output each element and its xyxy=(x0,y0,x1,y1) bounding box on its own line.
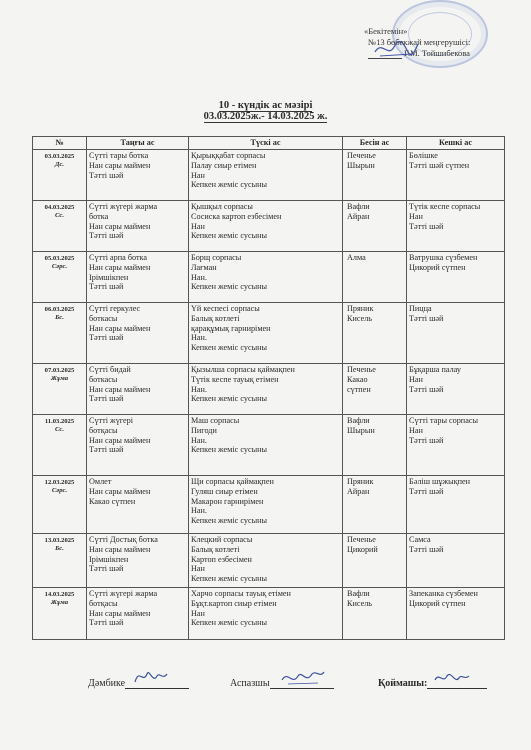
snack-item: Печенье xyxy=(347,365,376,374)
lunch-item: Нан. xyxy=(191,435,207,445)
menu-table xyxy=(32,136,505,640)
snack-item: Кисель xyxy=(347,313,373,323)
lunch-item: Пигоди xyxy=(191,425,217,435)
date-cell xyxy=(33,534,87,588)
date-value: 14.03.2025 xyxy=(44,591,75,598)
lunch-cell xyxy=(189,150,343,201)
breakfast-item: боткасы xyxy=(89,374,118,384)
breakfast-cell xyxy=(87,201,189,252)
header-snack: Бесін ас xyxy=(343,137,407,150)
breakfast-item: Сүтті бидай xyxy=(89,365,131,374)
breakfast-item: Нан сары маймен xyxy=(89,221,151,231)
weekday-value: Дс. xyxy=(54,161,65,168)
lunch-item: Харчо сорпасы тауық етімен xyxy=(191,589,291,598)
breakfast-item: Тәтті шәй xyxy=(89,618,124,628)
weekday-value: Жұма xyxy=(50,375,69,382)
lunch-item: Бұқт.картоп сиыр етімен xyxy=(191,598,277,608)
lunch-item: Кепкен жеміс сусыны xyxy=(191,394,267,404)
snack-cell xyxy=(343,303,407,364)
snack-item: Шырын xyxy=(347,160,375,170)
table-row xyxy=(33,150,505,201)
signatures-footer xyxy=(0,664,531,694)
breakfast-item: Сүтті тары ботка xyxy=(89,151,149,160)
lunch-item: Кепкен жеміс сусыны xyxy=(191,282,267,292)
lunch-cell xyxy=(189,201,343,252)
snack-cell xyxy=(343,476,407,534)
storekeeper-signature xyxy=(431,668,471,688)
dinner-item: Тәтті шәй xyxy=(409,313,444,323)
date-cell xyxy=(33,476,87,534)
chef-signature xyxy=(278,666,326,688)
dinner-cell xyxy=(407,415,505,476)
breakfast-item: Омлет xyxy=(89,477,112,486)
breakfast-cell xyxy=(87,252,189,303)
lunch-item: Кепкен жеміс сусыны xyxy=(191,180,267,190)
breakfast-item: ботқасы xyxy=(89,425,118,435)
lunch-item: Нан. xyxy=(191,506,207,516)
breakfast-item: ботқасы xyxy=(89,598,118,608)
lunch-item: Борщ сорпасы xyxy=(191,253,242,262)
lunch-item: Щи сорпасы қаймақпен xyxy=(191,477,274,486)
snack-item: Вафли xyxy=(347,416,370,425)
storekeeper-signature-line xyxy=(427,676,487,689)
table-row xyxy=(33,534,505,588)
chef-signature-line xyxy=(270,676,334,689)
breakfast-item: Сүтті жүгері жарма xyxy=(89,589,158,598)
weekday-value: Сс. xyxy=(54,426,65,433)
snack-item: Пряник xyxy=(347,304,374,313)
date-value: 13.03.2025 xyxy=(44,537,75,544)
approval-name: Г.М. Тойшибекова xyxy=(404,48,470,58)
dinner-item: Бәліш шұжықпен xyxy=(409,477,470,486)
lunch-item: Нан. xyxy=(191,333,207,343)
breakfast-item: Сүтті арпа ботка xyxy=(89,253,148,262)
date-value: 06.03.2025 xyxy=(44,306,75,313)
dinner-item: Тәтті шәй xyxy=(409,486,444,496)
lunch-item: Қырыққабат сорпасы xyxy=(191,151,266,160)
breakfast-item: Нан сары маймен xyxy=(89,384,151,394)
lunch-item: Кепкен жеміс сусыны xyxy=(191,343,267,353)
table-row xyxy=(33,303,505,364)
lunch-cell xyxy=(189,303,343,364)
dinner-item: Бөлішке xyxy=(409,151,438,160)
lunch-item: Клецкий сорпасы xyxy=(191,535,253,544)
date-value: 05.03.2025 xyxy=(44,255,75,262)
director-signature xyxy=(372,38,420,60)
breakfast-cell xyxy=(87,534,189,588)
date-cell xyxy=(33,364,87,415)
dinner-cell xyxy=(407,150,505,201)
dinner-item: Бұқарша палау xyxy=(409,365,461,374)
weekday-value: Сс. xyxy=(54,212,65,219)
dinner-cell xyxy=(407,364,505,415)
dinner-cell xyxy=(407,588,505,640)
snack-cell xyxy=(343,588,407,640)
snack-cell xyxy=(343,252,407,303)
table-row xyxy=(33,201,505,252)
breakfast-cell xyxy=(87,476,189,534)
lunch-item: Лағман xyxy=(191,262,217,272)
table-row xyxy=(33,476,505,534)
breakfast-cell xyxy=(87,588,189,640)
lunch-item: Нан xyxy=(191,608,205,618)
breakfast-item: Ірімшікпен xyxy=(89,272,129,282)
breakfast-item: Сүтті жүгері жарма xyxy=(89,202,158,211)
lunch-item: Қызылша сорпасы қаймақпен xyxy=(191,365,295,374)
snack-cell xyxy=(343,364,407,415)
snack-item: Шырын xyxy=(347,425,375,435)
lunch-item: Балық котлеті xyxy=(191,313,240,323)
date-cell xyxy=(33,201,87,252)
lunch-item: Сосиска картоп езбесімен xyxy=(191,211,282,221)
lunch-item: Үй кеспесі сорпасы xyxy=(191,304,260,313)
breakfast-item: боткасы xyxy=(89,313,118,323)
breakfast-item: Нан сары маймен xyxy=(89,435,151,445)
breakfast-cell xyxy=(87,150,189,201)
breakfast-item: Нан сары маймен xyxy=(89,160,151,170)
menu-title-text: 10 - күндік ас мәзірі xyxy=(218,100,313,111)
breakfast-item: Сүтті Достық ботка xyxy=(89,535,158,544)
dinner-item: Тәтті шәй xyxy=(409,435,444,445)
snack-item: Вафли xyxy=(347,589,370,598)
lunch-item: Кепкен жеміс сусыны xyxy=(191,618,267,628)
header-number: № xyxy=(33,137,87,150)
header-breakfast: Таңғы ас xyxy=(87,137,189,150)
cook-signature-field xyxy=(88,676,189,689)
menu-period-text: 03.03.2025ж.- 14.03.2025 ж. xyxy=(203,111,328,122)
lunch-item: Гуляш сиыр етімен xyxy=(191,486,258,496)
dinner-cell xyxy=(407,476,505,534)
chef-signature-field xyxy=(230,676,334,689)
weekday-value: Бс. xyxy=(55,314,64,321)
dinner-item: Тәтті шәй xyxy=(409,384,444,394)
dinner-item: Нан xyxy=(409,425,423,435)
lunch-item: Маш сорпасы xyxy=(191,416,240,425)
breakfast-cell xyxy=(87,303,189,364)
snack-item: Печенье xyxy=(347,151,376,160)
dinner-cell xyxy=(407,252,505,303)
dinner-item: Цикорий сүтпен xyxy=(409,262,466,272)
cook-signature-line xyxy=(125,676,189,689)
lunch-item: Нан. xyxy=(191,272,207,282)
date-cell xyxy=(33,415,87,476)
storekeeper-label: Қоймашы: xyxy=(378,678,428,689)
lunch-cell xyxy=(189,364,343,415)
breakfast-item: Нан сары маймен xyxy=(89,544,151,554)
breakfast-item: Сүтті жүгері xyxy=(89,416,134,425)
breakfast-item: Нан сары маймен xyxy=(89,323,151,333)
breakfast-item: Сүтті геркулес xyxy=(89,304,141,313)
lunch-item: Қышқыл сорпасы xyxy=(191,202,253,211)
snack-item: сүтпен xyxy=(347,384,371,394)
dinner-item: Ватрушка сүзбемен xyxy=(409,253,478,262)
date-value: 03.03.2025 xyxy=(44,153,75,160)
date-value: 12.03.2025 xyxy=(44,479,75,486)
breakfast-item: Нан сары маймен xyxy=(89,262,151,272)
dinner-cell xyxy=(407,534,505,588)
lunch-item: Нан xyxy=(191,564,205,574)
header-lunch: Түскі ас xyxy=(189,137,343,150)
dinner-item: Нан xyxy=(409,211,423,221)
dinner-item: Тәтті шәй xyxy=(409,544,444,554)
dinner-item: Цикорий сүтпен xyxy=(409,598,466,608)
date-cell xyxy=(33,252,87,303)
snack-item: Пряник xyxy=(347,477,374,486)
date-value: 11.03.2025 xyxy=(44,418,75,425)
date-value: 07.03.2025 xyxy=(44,367,75,374)
cook-signature xyxy=(131,666,171,688)
breakfast-item: Тәтті шәй xyxy=(89,231,124,241)
snack-item: Какао xyxy=(347,374,368,384)
lunch-item: Кепкен жеміс сусыны xyxy=(191,231,267,241)
snack-cell xyxy=(343,201,407,252)
chef-label: Аспазшы xyxy=(230,678,270,689)
lunch-item: Кепкен жеміс сусыны xyxy=(191,445,267,455)
snack-item: Алма xyxy=(347,253,366,262)
table-row xyxy=(33,252,505,303)
snack-cell xyxy=(343,534,407,588)
table-row xyxy=(33,588,505,640)
snack-item: Айран xyxy=(347,486,370,496)
lunch-item: Макарон гарнирімен xyxy=(191,496,264,506)
lunch-cell xyxy=(189,476,343,534)
storekeeper-signature-field xyxy=(378,676,487,689)
table-row xyxy=(33,415,505,476)
dinner-item: Запеканка сүзбемен xyxy=(409,589,478,598)
table-header-row xyxy=(33,137,505,150)
breakfast-item: Тәтті шәй xyxy=(89,282,124,292)
snack-item: Айран xyxy=(347,211,370,221)
lunch-item: Нан xyxy=(191,221,205,231)
dinner-item: Самса xyxy=(409,535,431,544)
approval-position: №13 бөбекжай меңгерушісі: xyxy=(368,37,471,47)
breakfast-item: Нан сары маймен xyxy=(89,486,151,496)
lunch-item: Картоп езбесімен xyxy=(191,554,252,564)
breakfast-item: Тәтті шәй xyxy=(89,333,124,343)
lunch-item: Нан. xyxy=(191,384,207,394)
lunch-item: Кепкен жеміс сусыны xyxy=(191,516,267,526)
snack-cell xyxy=(343,150,407,201)
dinner-cell xyxy=(407,303,505,364)
dinner-item: Тәтті шәй сүтпен xyxy=(409,160,470,170)
menu-period xyxy=(0,111,531,123)
snack-cell xyxy=(343,415,407,476)
dinner-item: Түтік кеспе сорпасы xyxy=(409,202,481,211)
breakfast-item: Нан сары маймен xyxy=(89,608,151,618)
breakfast-item: Тәтті шәй xyxy=(89,445,124,455)
lunch-item: Түтік кеспе тауық етімен xyxy=(191,374,279,384)
dinner-item: Тәтті шәй xyxy=(409,221,444,231)
breakfast-cell xyxy=(87,415,189,476)
lunch-item: Кепкен жеміс сусыны xyxy=(191,574,267,584)
weekday-value: Бс. xyxy=(55,545,64,552)
breakfast-item: Тәтті шәй xyxy=(89,394,124,404)
dinner-item: Сүтті тары сорпасы xyxy=(409,416,478,425)
lunch-cell xyxy=(189,415,343,476)
date-value: 04.03.2025 xyxy=(44,204,75,211)
weekday-value: Сәрс. xyxy=(51,263,68,270)
weekday-value: Жұма xyxy=(50,599,69,606)
lunch-item: қарақұмық гарнирімен xyxy=(191,323,271,333)
breakfast-item: Ірімшікпен xyxy=(89,554,129,564)
breakfast-item: Тәтті шәй xyxy=(89,170,124,180)
date-cell xyxy=(33,588,87,640)
snack-item: Цикорий xyxy=(347,544,378,554)
dinner-item: Нан xyxy=(409,374,423,384)
weekday-value: Сәрс. xyxy=(51,487,68,494)
lunch-cell xyxy=(189,252,343,303)
lunch-item: Нан xyxy=(191,170,205,180)
breakfast-item: Какао сүтпен xyxy=(89,496,136,506)
menu-table-body xyxy=(33,150,505,640)
snack-item: Кисель xyxy=(347,598,373,608)
lunch-cell xyxy=(189,588,343,640)
breakfast-cell xyxy=(87,364,189,415)
approval-heading: «Бекітемін» xyxy=(364,26,408,36)
snack-item: Вафли xyxy=(347,202,370,211)
table-row xyxy=(33,364,505,415)
breakfast-item: Тәтті шәй xyxy=(89,564,124,574)
date-cell xyxy=(33,150,87,201)
breakfast-item: ботка xyxy=(89,211,109,221)
cook-label: Дәмбике xyxy=(88,678,126,689)
lunch-item: Палау сиыр етімен xyxy=(191,160,257,170)
lunch-item: Балық котлеті xyxy=(191,544,240,554)
header-dinner: Кешкі ас xyxy=(407,137,505,150)
date-cell xyxy=(33,303,87,364)
dinner-item: Пицца xyxy=(409,304,432,313)
lunch-cell xyxy=(189,534,343,588)
dinner-cell xyxy=(407,201,505,252)
snack-item: Печенье xyxy=(347,535,376,544)
